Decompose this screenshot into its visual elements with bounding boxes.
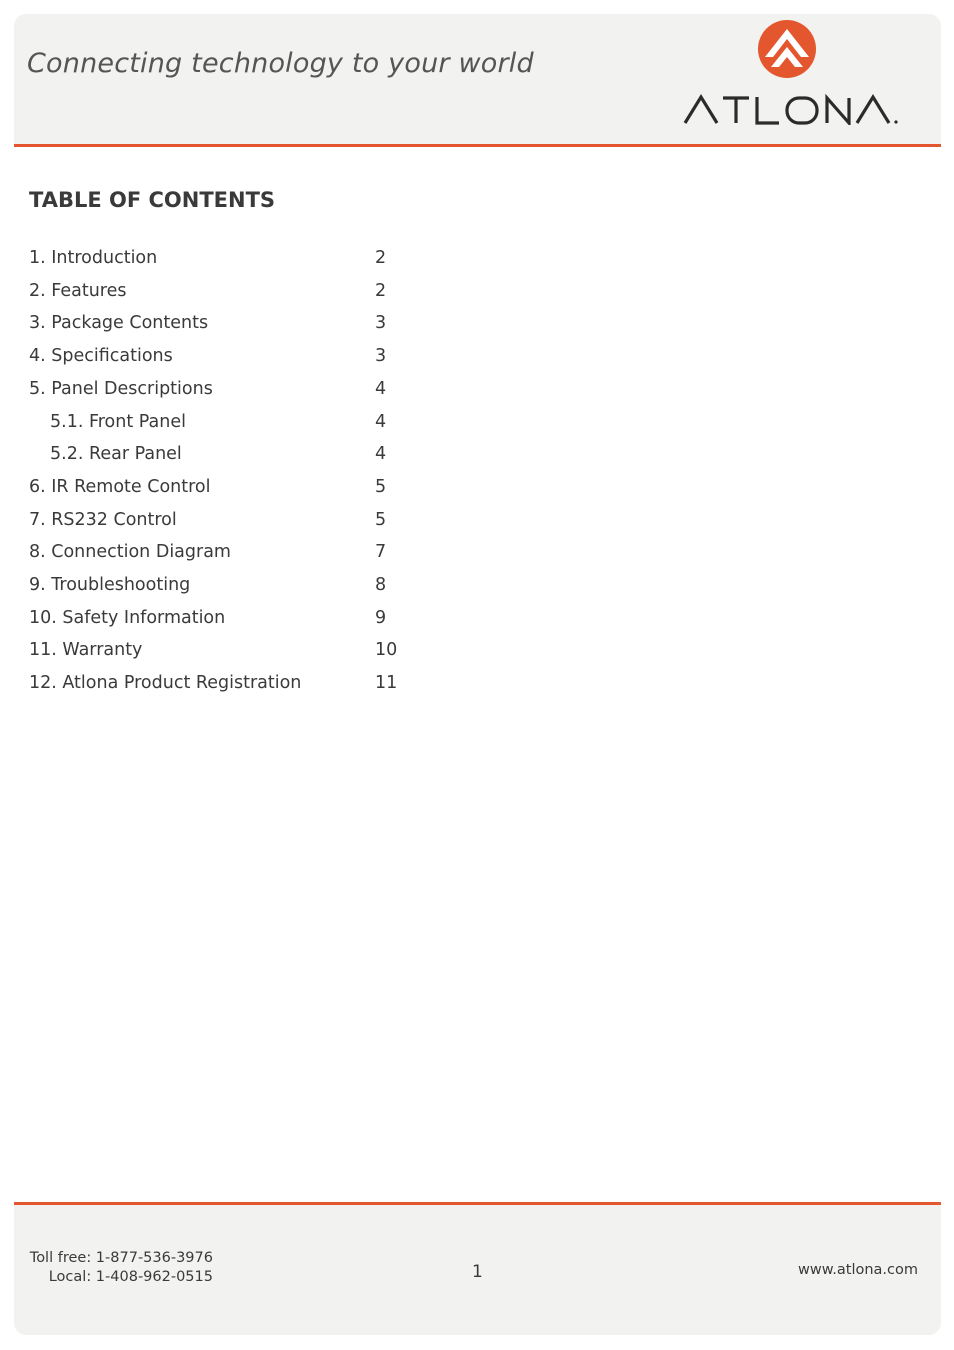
toc-entry-label: 12. Atlona Product Registration (29, 673, 302, 694)
toc-entry-page: 9 (375, 607, 387, 628)
local-number: Local: 1-408-962-0515 (48, 1269, 213, 1285)
toc-entry-page: 2 (375, 248, 387, 268)
toc-entry-label: 5.2. Rear Panel (50, 444, 182, 465)
tagline: Connecting technology to your world (27, 48, 534, 79)
toc-entry[interactable] (0, 444, 420, 470)
toc-entry-label: 1. Introduction (29, 248, 158, 268)
toc-entry-label: 5.1. Front Panel (50, 411, 186, 432)
toc-entry-page: 4 (375, 444, 387, 465)
page-number: 1 (472, 1262, 483, 1282)
toc-entry-page: 10 (375, 640, 398, 661)
phone-numbers (0, 1249, 213, 1287)
toc-entry[interactable] (0, 313, 420, 339)
toc-entry-label: 7. RS232 Control (29, 509, 177, 530)
header-divider (14, 144, 941, 147)
toc-entry-label: 3. Package Contents (29, 313, 209, 334)
toc-entry-page: 3 (375, 346, 387, 367)
toc-entry-label: 6. IR Remote Control (29, 476, 211, 497)
toc-entry-page: 11 (375, 673, 398, 694)
toc-entry-label: 9. Troubleshooting (29, 575, 191, 595)
toc-entry-page: 4 (375, 378, 387, 399)
toc-entry[interactable] (0, 477, 420, 503)
toc-entry-page: 4 (375, 411, 387, 432)
toc-entry-page: 5 (375, 509, 387, 530)
toc-entry-page: 3 (375, 313, 387, 334)
toc-entry-label: 2. Features (29, 280, 127, 301)
website-link[interactable]: www.atlona.com (798, 1262, 918, 1278)
toc-entry[interactable] (0, 673, 420, 699)
toc-entry-label: 5. Panel Descriptions (29, 378, 213, 399)
toc-entry[interactable] (0, 379, 420, 405)
toc-title: TABLE OF CONTENTS (29, 188, 276, 212)
toc-entry[interactable] (0, 608, 420, 634)
toc-entry-label: 8. Connection Diagram (29, 542, 231, 563)
atlona-wordmark (683, 93, 903, 125)
toc-entry[interactable] (0, 542, 420, 568)
toc-entry-label: 10. Safety Information (29, 607, 226, 628)
toc-entry[interactable] (0, 640, 420, 666)
toc-entry[interactable] (0, 346, 420, 372)
toc-entry-label: 11. Warranty (29, 640, 143, 661)
toll-free-number: Toll free: 1-877-536-3976 (29, 1250, 213, 1266)
toc-entry[interactable] (0, 281, 420, 307)
toc-entry[interactable] (0, 575, 420, 601)
atlona-logo-icon (757, 19, 817, 79)
toc-entry[interactable] (0, 248, 420, 274)
toc-entry-page: 8 (375, 575, 387, 595)
toc-entry-page: 2 (375, 280, 387, 301)
toc-entry-page: 5 (375, 476, 387, 497)
toc-entry-label: 4. Specifications (29, 346, 173, 367)
toc-entry-page: 7 (375, 542, 387, 563)
toc-entry[interactable] (0, 510, 420, 536)
toc-entry[interactable] (0, 412, 420, 438)
